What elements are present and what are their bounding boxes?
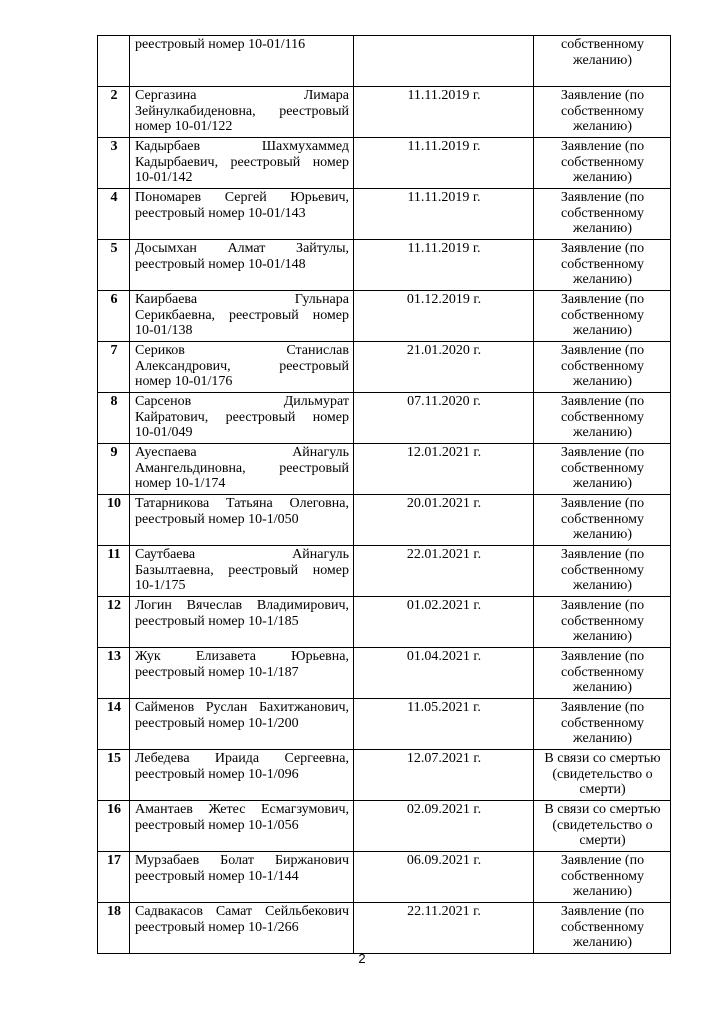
reason-line: Заявление (по — [560, 241, 645, 256]
date-cell: 12.01.2021 г. — [354, 444, 534, 495]
person-name-line: Амантаев Жетес Есмагзумович, — [135, 802, 349, 817]
person-name-cell — [130, 903, 354, 954]
reason-line: желанию) — [572, 119, 632, 134]
person-name-line: Сарсенов Дильмурат — [135, 394, 349, 409]
person-name-cell — [130, 801, 354, 852]
reason-cell — [534, 291, 671, 342]
reason-line: желанию) — [572, 170, 632, 185]
reason-cell — [534, 597, 671, 648]
reason-cell — [534, 699, 671, 750]
reason-line: собственному — [561, 256, 644, 272]
person-name-cell — [130, 138, 354, 189]
reason-line: желанию) — [572, 935, 632, 950]
reason-line: собственному — [561, 562, 644, 578]
person-name-line: Садвакасов Самат Сейльбекович — [135, 904, 349, 919]
reason-cell — [534, 495, 671, 546]
table-row — [98, 138, 671, 189]
reason-line: Заявление (по — [560, 292, 645, 307]
person-name-line: 10-01/049 — [135, 425, 193, 440]
table-row — [98, 597, 671, 648]
reason-line: Заявление (по — [560, 649, 645, 664]
row-number: 5 — [98, 240, 130, 291]
table-row — [98, 342, 671, 393]
person-name-line: реестровый номер 10-01/143 — [135, 205, 306, 221]
reason-line: собственному — [561, 919, 644, 935]
person-name-cell — [130, 291, 354, 342]
person-name-line: 10-1/175 — [135, 578, 186, 593]
reason-line: желанию) — [572, 680, 632, 695]
reason-line: собственному — [561, 715, 644, 731]
reason-line: собственному — [561, 460, 644, 476]
date-cell: 11.11.2019 г. — [354, 87, 534, 138]
date-cell: 01.02.2021 г. — [354, 597, 534, 648]
person-name-line: реестровый номер 10-01/148 — [135, 256, 306, 272]
row-number: 9 — [98, 444, 130, 495]
reason-line: желанию) — [572, 221, 632, 236]
table-row — [98, 801, 671, 852]
date-cell: 11.05.2021 г. — [354, 699, 534, 750]
row-number: 7 — [98, 342, 130, 393]
date-cell: 11.11.2019 г. — [354, 240, 534, 291]
table-row — [98, 852, 671, 903]
reason-line: желанию) — [572, 629, 632, 644]
date-cell: 11.11.2019 г. — [354, 138, 534, 189]
reason-line: желанию) — [572, 731, 632, 746]
reason-cell — [534, 546, 671, 597]
table-row — [98, 750, 671, 801]
date-cell — [354, 36, 534, 87]
person-name-line: реестровый номер 10-1/200 — [135, 715, 299, 731]
date-cell: 22.01.2021 г. — [354, 546, 534, 597]
reason-line: собственному — [561, 868, 644, 884]
row-number: 15 — [98, 750, 130, 801]
person-name-line: Пономарев Сергей Юрьевич, — [135, 190, 349, 205]
person-name-line: Татарникова Татьяна Олеговна, — [135, 496, 349, 511]
reason-line: В связи со смертью — [544, 802, 661, 817]
reason-cell — [534, 852, 671, 903]
person-name-line: Амангельдиновна, реестровый — [135, 460, 349, 476]
person-name-line: реестровый номер 10-1/266 — [135, 919, 299, 935]
person-name-line: Саутбаева Айнагуль — [135, 547, 349, 562]
person-name-line: реестровый номер 10-1/187 — [135, 664, 299, 680]
reason-line: собственному — [561, 613, 644, 629]
person-name-line: Кайратович, реестровый номер — [135, 409, 349, 425]
date-cell: 06.09.2021 г. — [354, 852, 534, 903]
reason-cell — [534, 342, 671, 393]
row-number — [98, 36, 130, 87]
person-name-line: Каирбаева Гульнара — [135, 292, 349, 307]
table-row — [98, 903, 671, 954]
person-name-cell — [130, 546, 354, 597]
date-cell: 07.11.2020 г. — [354, 393, 534, 444]
reason-cell — [534, 903, 671, 954]
person-name-line: номер 10-01/122 — [135, 119, 233, 134]
reason-line: собственному — [561, 154, 644, 170]
row-number: 17 — [98, 852, 130, 903]
person-name-cell — [130, 342, 354, 393]
registry-table-body — [98, 36, 671, 954]
reason-line: Заявление (по — [560, 904, 645, 919]
person-name-cell — [130, 495, 354, 546]
person-name-line: номер 10-1/174 — [135, 476, 226, 491]
person-name-line: 10-01/138 — [135, 323, 193, 338]
reason-line: собственному — [561, 664, 644, 680]
date-cell: 20.01.2021 г. — [354, 495, 534, 546]
reason-line: желанию) — [572, 272, 632, 287]
person-name-line: Александрович, реестровый — [135, 358, 349, 374]
reason-line: собственному — [561, 409, 644, 425]
person-name-line: Зейнулкабиденовна, реестровый — [135, 103, 349, 119]
reason-line: собственному — [561, 358, 644, 374]
reason-line: желанию) — [572, 425, 632, 440]
person-name-line: реестровый номер 10-1/050 — [135, 511, 299, 527]
person-name-line: Базылтаевна, реестровый номер — [135, 562, 349, 578]
table-row — [98, 189, 671, 240]
reason-line: желанию) — [572, 578, 632, 593]
reason-line: желанию) — [572, 476, 632, 491]
row-number: 18 — [98, 903, 130, 954]
registry-table — [97, 35, 671, 954]
reason-cell — [534, 240, 671, 291]
person-name-line: реестровый номер 10-1/185 — [135, 613, 299, 629]
reason-cell — [534, 138, 671, 189]
reason-line: В связи со смертью — [544, 751, 661, 766]
person-name-line: Жук Елизавета Юрьевна, — [135, 649, 349, 664]
reason-line: Заявление (по — [560, 139, 645, 154]
person-name-line: Лебедева Ираида Сергеевна, — [135, 751, 349, 766]
reason-line: собственному — [561, 103, 644, 119]
person-name-cell — [130, 444, 354, 495]
reason-line: Заявление (по — [560, 853, 645, 868]
reason-line: Заявление (по — [560, 88, 645, 103]
row-number: 12 — [98, 597, 130, 648]
person-name-line: реестровый номер 10-1/056 — [135, 817, 299, 833]
reason-cell — [534, 393, 671, 444]
person-name-cell — [130, 393, 354, 444]
person-name-line: Досымхан Алмат Зайтулы, — [135, 241, 349, 256]
reason-line: желанию) — [572, 527, 632, 542]
person-name-cell — [130, 597, 354, 648]
person-name-cell — [130, 240, 354, 291]
reason-line: собственному — [561, 307, 644, 323]
reason-line: собственному — [561, 205, 644, 221]
date-cell: 21.01.2020 г. — [354, 342, 534, 393]
reason-cell — [534, 750, 671, 801]
reason-cell — [534, 189, 671, 240]
person-name-line: 10-01/142 — [135, 170, 193, 185]
row-number: 6 — [98, 291, 130, 342]
person-name-cell — [130, 699, 354, 750]
date-cell: 01.12.2019 г. — [354, 291, 534, 342]
reason-cell — [534, 648, 671, 699]
person-name-cell — [130, 36, 354, 87]
reason-line: собственному — [561, 37, 644, 52]
person-name-line: Сериков Станислав — [135, 343, 349, 358]
row-number: 8 — [98, 393, 130, 444]
date-cell: 12.07.2021 г. — [354, 750, 534, 801]
reason-cell — [534, 36, 671, 87]
date-cell: 02.09.2021 г. — [354, 801, 534, 852]
reason-line: Заявление (по — [560, 343, 645, 358]
reason-cell — [534, 801, 671, 852]
person-name-line: Кадырбаевич, реестровый номер — [135, 154, 349, 170]
reason-line: желанию) — [572, 374, 632, 389]
reason-line: желанию) — [572, 884, 632, 899]
person-name-line: Кадырбаев Шахмухаммед — [135, 139, 349, 154]
reason-line: смерти) — [579, 782, 626, 797]
table-row — [98, 648, 671, 699]
reason-line: собственному — [561, 511, 644, 527]
row-number: 4 — [98, 189, 130, 240]
reason-line: Заявление (по — [560, 547, 645, 562]
table-row — [98, 240, 671, 291]
reason-line: (свидетельство о — [552, 766, 653, 782]
person-name-cell — [130, 750, 354, 801]
table-row — [98, 36, 671, 87]
table-row — [98, 546, 671, 597]
row-number: 13 — [98, 648, 130, 699]
row-number: 16 — [98, 801, 130, 852]
table-row — [98, 495, 671, 546]
reason-line: Заявление (по — [560, 598, 645, 613]
person-name-cell — [130, 648, 354, 699]
table-row — [98, 699, 671, 750]
person-name-cell — [130, 87, 354, 138]
table-row — [98, 87, 671, 138]
person-name-line: реестровый номер 10-01/116 — [135, 37, 306, 52]
date-cell: 11.11.2019 г. — [354, 189, 534, 240]
reason-line: смерти) — [579, 833, 626, 848]
reason-line: Заявление (по — [560, 394, 645, 409]
table-row — [98, 291, 671, 342]
person-name-line: Серикбаевна, реестровый номер — [135, 307, 349, 323]
row-number: 11 — [98, 546, 130, 597]
table-row — [98, 393, 671, 444]
reason-cell — [534, 444, 671, 495]
person-name-line: реестровый номер 10-1/144 — [135, 868, 299, 884]
date-cell: 01.04.2021 г. — [354, 648, 534, 699]
reason-cell — [534, 87, 671, 138]
table-row — [98, 444, 671, 495]
reason-line: (свидетельство о — [552, 817, 653, 833]
row-number: 2 — [98, 87, 130, 138]
reason-line: Заявление (по — [560, 445, 645, 460]
person-name-cell — [130, 852, 354, 903]
person-name-line: номер 10-01/176 — [135, 374, 233, 389]
row-number: 10 — [98, 495, 130, 546]
person-name-line: Сергазина Лимара — [135, 88, 349, 103]
reason-line: Заявление (по — [560, 496, 645, 511]
date-cell: 22.11.2021 г. — [354, 903, 534, 954]
person-name-line: Сайменов Руслан Бахитжанович, — [135, 700, 349, 715]
row-number: 14 — [98, 699, 130, 750]
reason-line: Заявление (по — [560, 700, 645, 715]
person-name-line: Мурзабаев Болат Биржанович — [135, 853, 349, 868]
person-name-line: реестровый номер 10-1/096 — [135, 766, 299, 782]
reason-line: желанию) — [572, 52, 632, 68]
reason-line: Заявление (по — [560, 190, 645, 205]
person-name-line: Логин Вячеслав Владимирович, — [135, 598, 349, 613]
person-name-line: Ауеспаева Айнагуль — [135, 445, 349, 460]
row-number: 3 — [98, 138, 130, 189]
person-name-cell — [130, 189, 354, 240]
reason-line: желанию) — [572, 323, 632, 338]
page-number: 2 — [358, 951, 366, 966]
